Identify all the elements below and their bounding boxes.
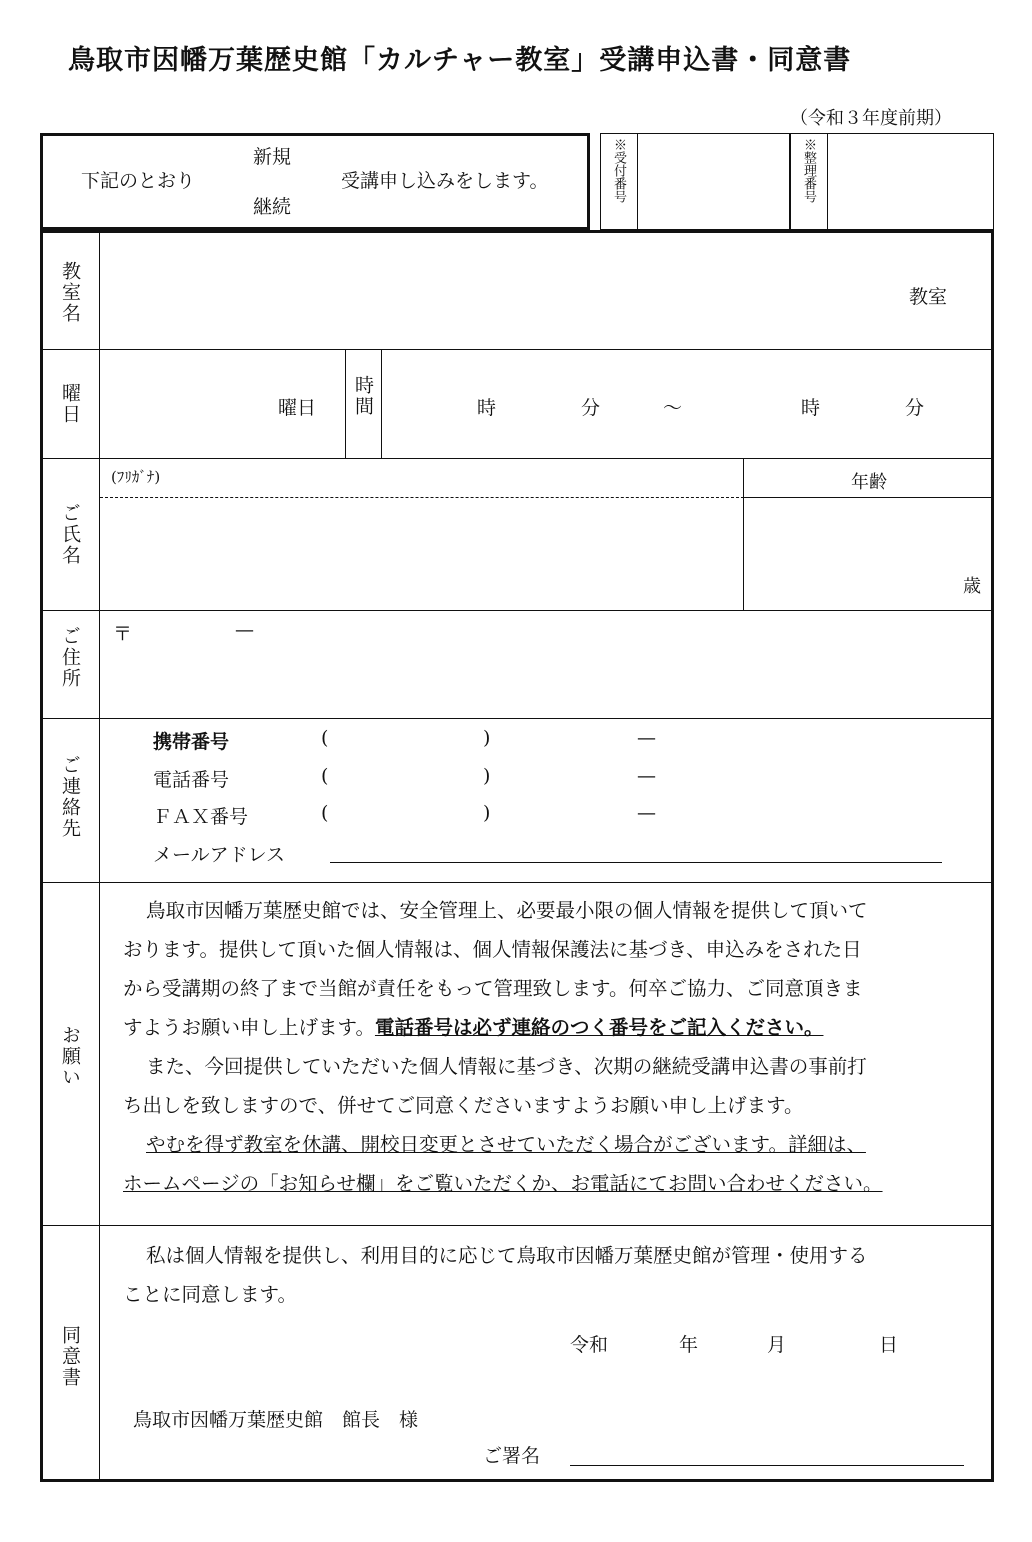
address-field[interactable]	[113, 649, 973, 709]
option-new[interactable]: 新規	[253, 146, 292, 168]
reception-number-box	[600, 133, 790, 230]
phone-notice-emphasis: 電話番号は必ず連絡のつく番号をご記入ください。	[374, 1016, 824, 1039]
reception-number-label: ※受付番号	[611, 138, 626, 203]
mobile-dash: —	[637, 727, 656, 749]
time-range-tilde: 〜	[663, 397, 683, 419]
consent-label: 同意書	[59, 1325, 81, 1388]
date-year-label: 年	[679, 1334, 699, 1356]
start-hour-label: 時	[477, 397, 497, 419]
day-suffix: 曜日	[278, 397, 317, 419]
application-type-box	[40, 133, 590, 230]
signature-label: ご署名	[483, 1445, 541, 1467]
postal-mark: 〒	[113, 623, 133, 645]
day-label: 曜日	[59, 383, 81, 425]
date-month-label: 月	[767, 1334, 787, 1356]
consent-line: ことに同意します。	[123, 1283, 297, 1306]
request-line: から受講期の終了まで当館が責任をもって管理致します。何卒ご協力、ご同意頂きま	[123, 977, 863, 1000]
name-field[interactable]	[113, 505, 733, 601]
age-label: 年齢	[851, 472, 887, 493]
arrangement-number-field[interactable]	[835, 138, 985, 226]
phone-open-paren: (	[321, 765, 329, 787]
consent-line: 私は個人情報を提供し、利用目的に応じて鳥取市因幡万葉歴史館が管理・使用する	[146, 1244, 868, 1267]
email-field[interactable]	[330, 862, 942, 863]
fax-dash: —	[637, 802, 656, 824]
request-label: お願い	[59, 1025, 81, 1088]
mobile-open-paren: (	[321, 727, 329, 749]
option-continue[interactable]: 継続	[253, 196, 292, 218]
signature-field[interactable]	[570, 1465, 964, 1466]
reception-number-field[interactable]	[645, 138, 785, 226]
fax-label: ＦＡＸ番号	[153, 806, 249, 828]
page-title: 鳥取市因幡万葉歴史館「カルチャー教室」受講申込書・同意書	[68, 45, 852, 76]
mobile-close-paren: )	[483, 727, 491, 749]
class-name-label: 教室名	[59, 261, 81, 324]
phone-close-paren: )	[483, 765, 491, 787]
furigana-label: (ﾌﾘｶﾞﾅ)	[111, 468, 161, 486]
end-minute-label: 分	[905, 397, 925, 419]
class-suffix: 教室	[909, 286, 948, 308]
age-unit: 歳	[963, 576, 981, 597]
request-text	[123, 891, 983, 1203]
header-prefix: 下記のとおり	[81, 170, 196, 192]
consent-text	[123, 1236, 983, 1314]
period-label: （令和３年度前期）	[790, 108, 952, 129]
request-line-plain: すようお願い申し上げます。	[123, 1016, 375, 1039]
date-era-label: 令和	[570, 1334, 609, 1356]
address-label: ご住所	[59, 626, 81, 689]
phone-dash: —	[637, 765, 656, 787]
request-line: ち出しを致しますので、併せてご同意くださいますようお願い申し上げます。	[123, 1094, 804, 1117]
application-form-table	[40, 230, 994, 1482]
postal-dash: —	[235, 619, 254, 641]
day-field[interactable]	[113, 363, 273, 443]
fax-close-paren: )	[483, 802, 491, 824]
furigana-field[interactable]	[113, 469, 733, 493]
request-line: 鳥取市因幡万葉歴史館では、安全管理上、必要最小限の個人情報を提供して頂いて	[146, 899, 868, 922]
email-label: メールアドレス	[153, 844, 286, 866]
closure-notice-line: ホームページの「お知らせ欄」をご覧いただくか、お電話にてお問い合わせください。	[123, 1172, 883, 1195]
closure-notice-line: やむを得ず教室を休講、開校日変更とさせていただく場合がございます。詳細は、	[146, 1133, 866, 1156]
mobile-label: 携帯番号	[153, 731, 230, 753]
fax-open-paren: (	[321, 802, 329, 824]
request-line: また、今回提供していただいた個人情報に基づき、次期の継続受講申込書の事前打	[146, 1055, 867, 1078]
header-suffix: 受講申し込みをします。	[341, 170, 549, 192]
addressee-text: 鳥取市因幡万葉歴史館 館長 様	[133, 1409, 419, 1431]
time-label: 時間	[352, 375, 374, 417]
arrangement-number-label: ※整理番号	[801, 138, 816, 203]
date-day-label: 日	[879, 1334, 899, 1356]
arrangement-number-box	[790, 133, 994, 230]
age-field[interactable]	[755, 505, 935, 601]
name-label: ご氏名	[59, 503, 81, 566]
end-hour-label: 時	[801, 397, 821, 419]
contact-label: ご連絡先	[59, 755, 81, 839]
request-line: おります。提供して頂いた個人情報は、個人情報保護法に基づき、申込みをされた日	[123, 938, 862, 961]
start-minute-label: 分	[581, 397, 601, 419]
class-name-field[interactable]	[113, 253, 873, 333]
phone-label: 電話番号	[153, 769, 230, 791]
